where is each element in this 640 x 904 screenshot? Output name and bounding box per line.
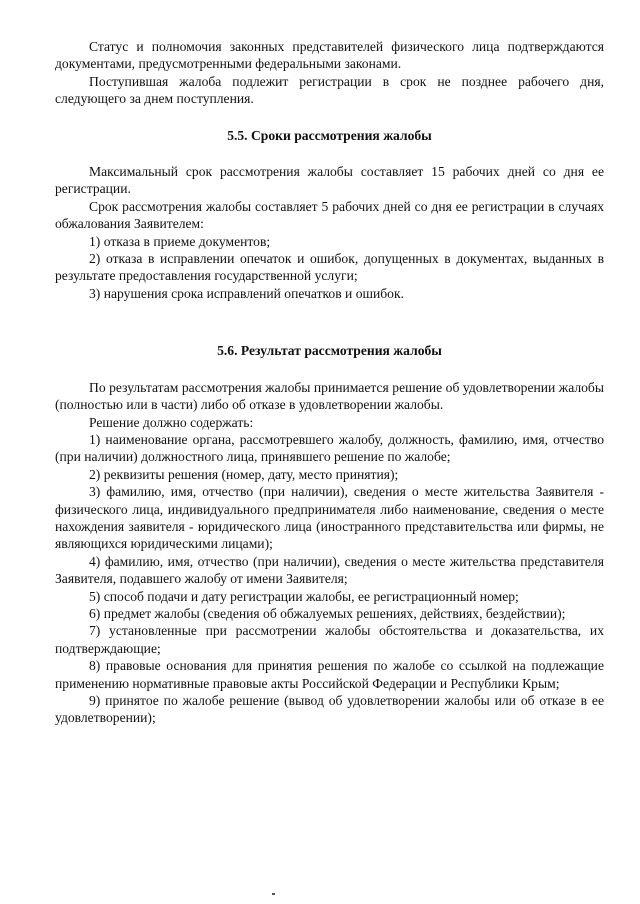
list-item: 8) правовые основания для принятия решения по жалобе со ссылкой на подлежащие применению нормативные правовые акты Российской Федерации и Республики Крым; [55,658,604,691]
paragraph-representatives-status: Статус и полномочия законных представителей физического лица подтверждаются документами, предусмотренными федеральными законами. [55,39,604,72]
section-heading-review-result: 5.6. Результат рассмотрения жалобы [217,343,442,359]
list-item: 3) фамилию, имя, отчество (при наличии), сведения о месте жительства Заявителя - физического лица, индивидуального предпринимателя либо наименование, сведения о месте нахождения заявителя - юридического лица (иностранного представительства или фирмы, не являющихся юридическими лицами); [55,484,604,552]
list-item: 1) наименование органа, рассмотревшего жалобу, должность, фамилию, имя, отчество (при наличии) должностного лица, принявшего решение по жалобе; [55,431,604,465]
list-item: 4) фамилию, имя, отчество (при наличии), сведения о месте жительства представителя Заявителя, подавшего жалобу от имени Заявителя; [55,553,604,587]
paragraph: По результатам рассмотрения жалобы принимается решение об удовлетворении жалобы (полностью или в части) либо об отказе в удовлетворении жалобы. [55,379,604,413]
paragraph: Срок рассмотрения жалобы составляет 5 рабочих дней со дня ее регистрации в случаях обжалования Заявителем: [55,198,604,232]
list-item: 1) отказа в приеме документов; [89,233,271,249]
list-item: 7) установленные при рассмотрении жалобы обстоятельства и доказательства, их подтверждающие; [55,623,604,656]
paragraph-registration-deadline: Поступившая жалоба подлежит регистрации в срок не позднее рабочего дня, следующего за днем поступления. [55,73,604,107]
scan-speck [272,893,275,895]
section-heading-review-terms: 5.5. Сроки рассмотрения жалобы [227,127,432,143]
list-item: 2) реквизиты решения (номер, дату, место принятия); [89,466,399,482]
list-item: 2) отказа в исправлении опечаток и ошибок, допущенных в документах, выданных в результате предоставления государственной услуги; [55,251,604,284]
list-item: 6) предмет жалобы (сведения об обжалуемых решениях, действиях, бездействии); [89,605,566,621]
list-item: 5) способ подачи и дату регистрации жалобы, ее регистрационный номер; [89,588,519,604]
paragraph: Решение должно содержать: [89,414,254,430]
paragraph: Максимальный срок рассмотрения жалобы составляет 15 рабочих дней со дня ее регистрации. [55,164,604,197]
list-item: 3) нарушения срока исправлений опечатков и ошибок. [89,285,404,301]
list-item: 9) принятое по жалобе решение (вывод об удовлетворении жалобы или об отказе в ее удовлетворении); [55,693,604,726]
